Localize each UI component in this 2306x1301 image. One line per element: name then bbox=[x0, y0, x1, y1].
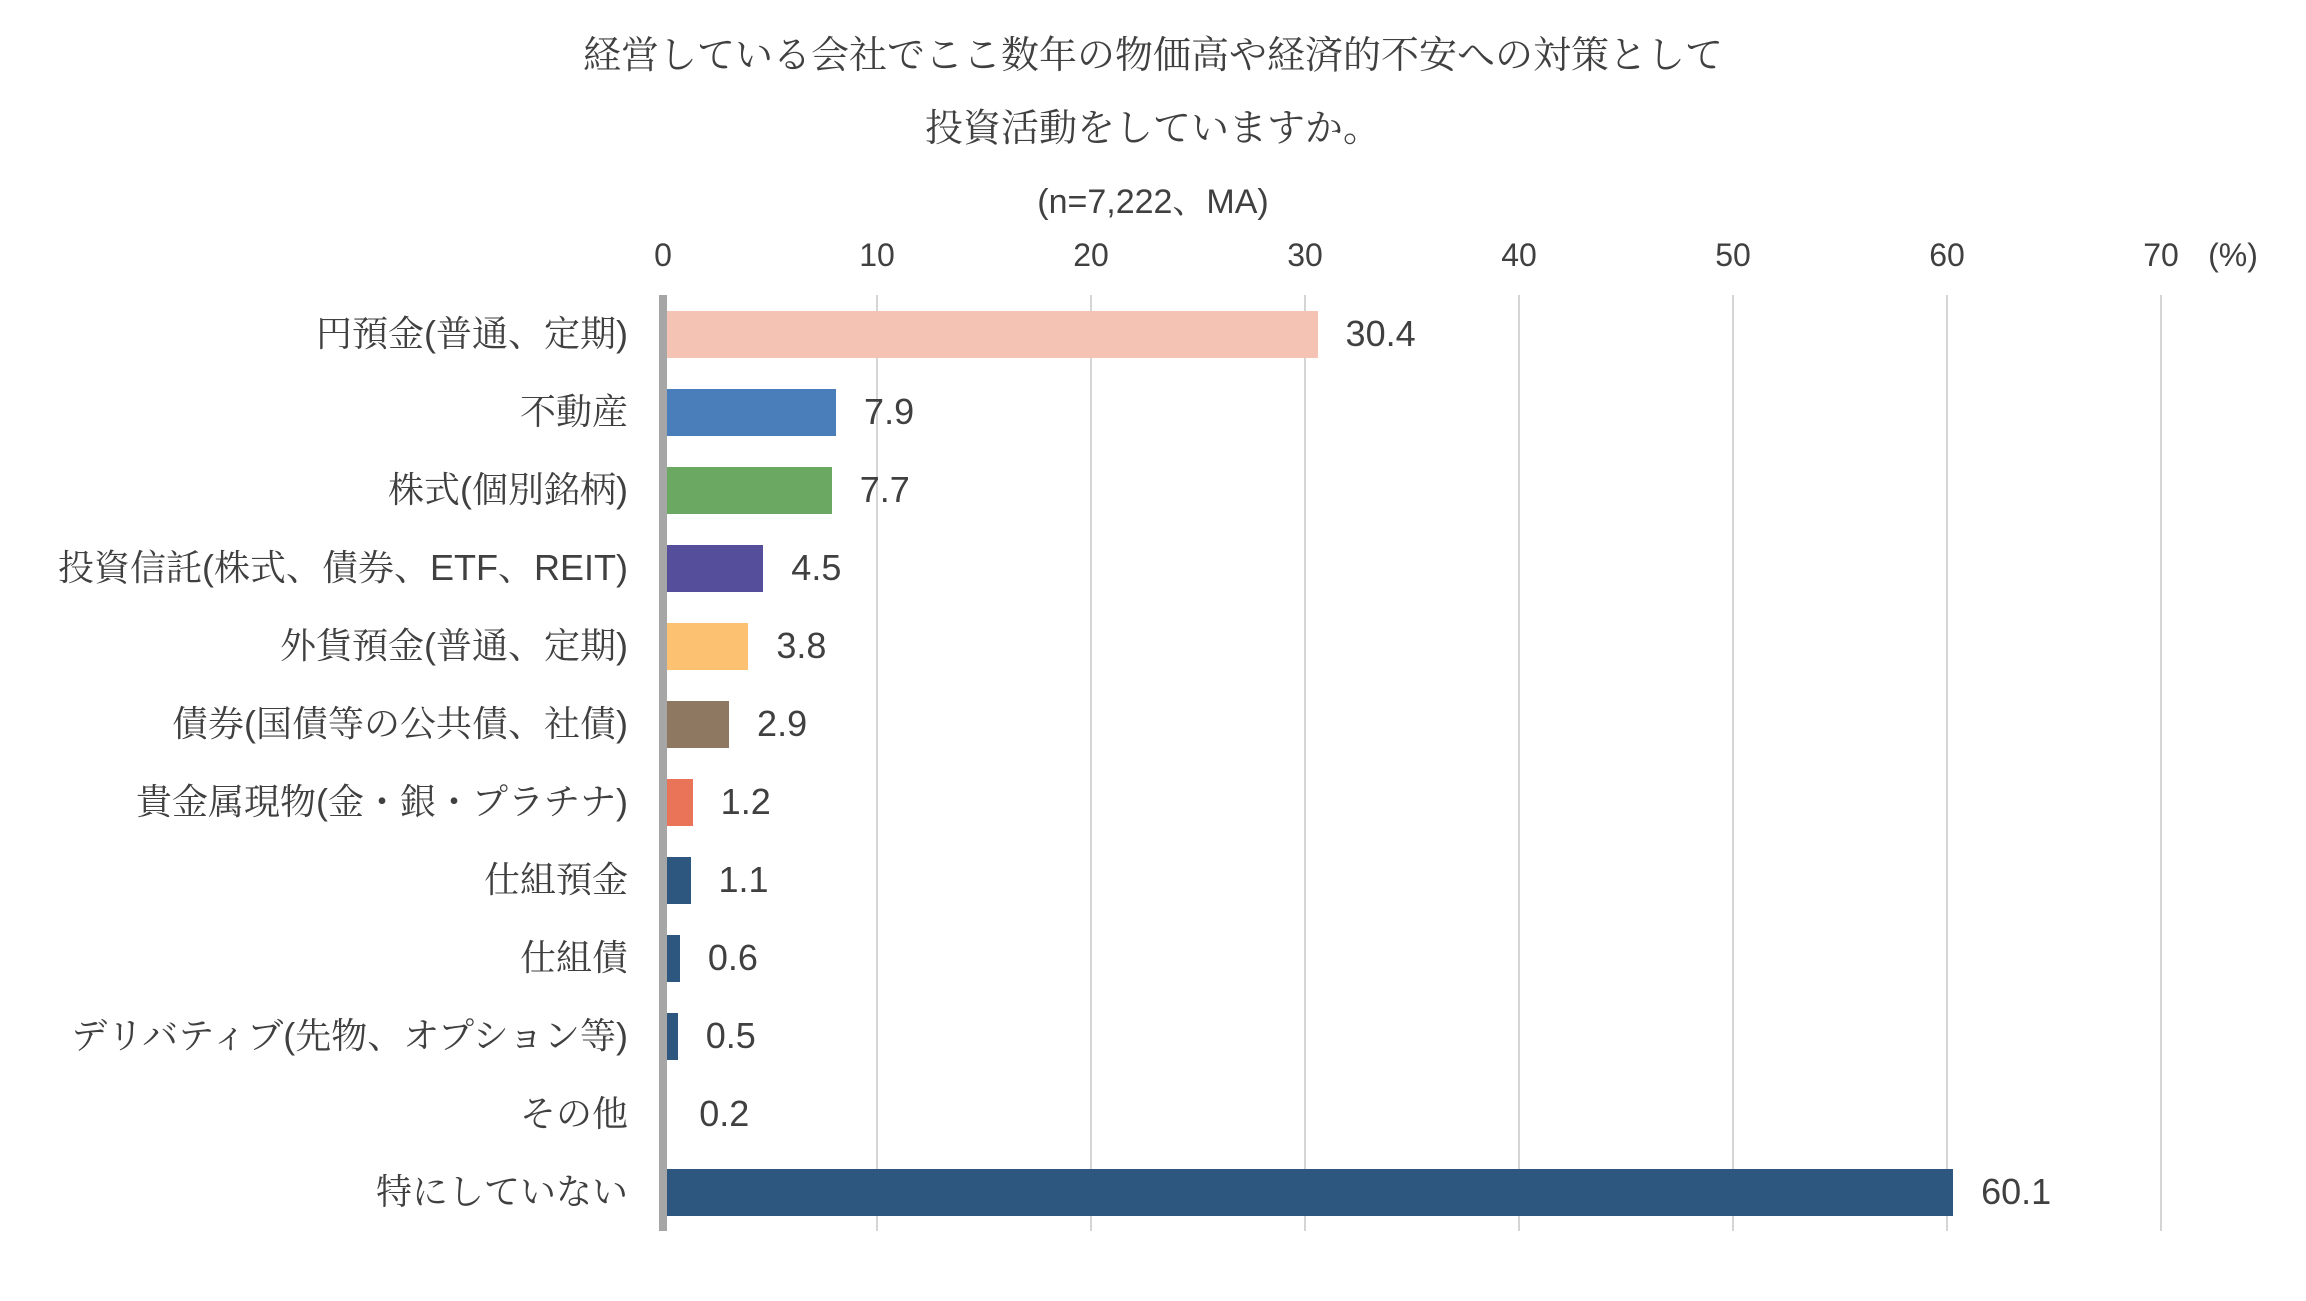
x-tick-label: 70 bbox=[2143, 237, 2179, 273]
value-label: 0.2 bbox=[699, 1093, 750, 1134]
category-label: 債券(国債等の公共債、社債) bbox=[172, 703, 628, 744]
bar bbox=[667, 701, 729, 748]
bar bbox=[667, 467, 832, 514]
chart-title-block bbox=[0, 20, 2306, 239]
x-tick-label: 30 bbox=[1287, 237, 1323, 273]
gridline bbox=[1946, 295, 1948, 1231]
chart-title-line-2: 投資活動をしていますか。 bbox=[924, 108, 1381, 150]
value-label: 30.4 bbox=[1345, 313, 1416, 354]
x-axis-unit-label: (%) bbox=[2208, 237, 2258, 273]
x-tick-label: 20 bbox=[1073, 237, 1109, 273]
bar bbox=[667, 1013, 678, 1060]
gridline bbox=[1732, 295, 1734, 1231]
plot-area bbox=[654, 237, 2258, 1231]
value-label: 1.1 bbox=[718, 859, 769, 900]
x-tick-label: 50 bbox=[1715, 237, 1751, 273]
bar bbox=[667, 779, 693, 826]
value-label: 2.9 bbox=[757, 703, 808, 744]
bar bbox=[667, 1091, 671, 1138]
gridline bbox=[1518, 295, 1520, 1231]
bar bbox=[667, 311, 1318, 358]
gridline bbox=[1304, 295, 1306, 1231]
value-label: 1.2 bbox=[720, 781, 771, 822]
value-label: 0.5 bbox=[705, 1015, 756, 1056]
bar bbox=[667, 935, 680, 982]
category-label: 仕組債 bbox=[519, 937, 628, 978]
category-label: その他 bbox=[519, 1093, 628, 1134]
bar bbox=[667, 857, 691, 904]
x-tick-label: 40 bbox=[1501, 237, 1537, 273]
bar bbox=[667, 389, 836, 436]
category-label: 不動産 bbox=[519, 391, 628, 432]
value-label: 60.1 bbox=[1981, 1171, 2052, 1212]
value-label: 0.6 bbox=[707, 937, 758, 978]
category-label: 仕組預金 bbox=[483, 859, 628, 900]
value-label: 4.5 bbox=[791, 547, 842, 588]
chart-sample-note: (n=7,222、MA) bbox=[1037, 183, 1269, 221]
value-label: 7.9 bbox=[864, 391, 915, 432]
bar bbox=[667, 623, 748, 670]
category-label: 特にしていない bbox=[375, 1171, 628, 1212]
gridline bbox=[1090, 295, 1092, 1231]
category-label: 貴金属現物(金・銀・プラチナ) bbox=[136, 781, 628, 822]
category-label: デリバティブ(先物、オプション等) bbox=[71, 1015, 628, 1056]
value-label: 7.7 bbox=[859, 469, 910, 510]
bar bbox=[667, 545, 763, 592]
x-tick-label: 60 bbox=[1929, 237, 1965, 273]
category-label: 投資信託(株式、債券、ETF、REIT) bbox=[58, 547, 628, 588]
x-tick-label: 10 bbox=[859, 237, 895, 273]
gridline bbox=[2160, 295, 2162, 1231]
y-axis-line bbox=[659, 295, 667, 1231]
x-tick-label: 0 bbox=[654, 237, 672, 273]
category-axis bbox=[0, 295, 628, 1231]
chart-title-line-1: 経営している会社でここ数年の物価高や経済的不安への対策として bbox=[582, 35, 1723, 77]
value-label: 3.8 bbox=[776, 625, 827, 666]
category-label: 外貨預金(普通、定期) bbox=[280, 625, 628, 666]
bar bbox=[667, 1169, 1953, 1216]
category-label: 円預金(普通、定期) bbox=[316, 313, 628, 354]
category-label: 株式(個別銘柄) bbox=[388, 469, 628, 510]
